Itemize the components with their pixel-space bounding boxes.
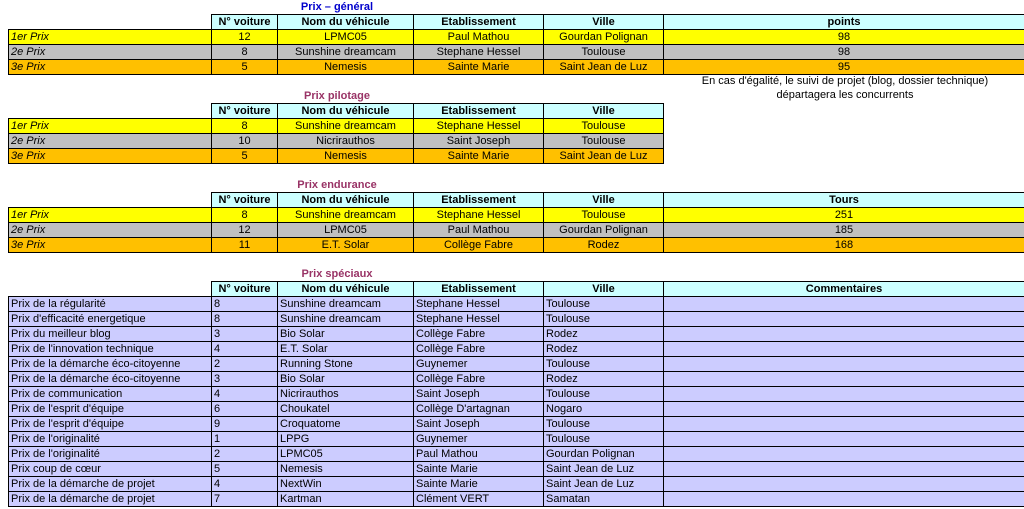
table-cell: Gourdan Polignan	[544, 30, 664, 45]
table-cell: Sunshine dreamcam	[278, 297, 414, 312]
column-header: Etablissement	[414, 282, 544, 297]
row-label-cell: Prix d'efficacité energetique	[9, 312, 212, 327]
column-header: N° voiture	[212, 193, 278, 208]
table-cell: Rodez	[544, 327, 664, 342]
table-cell: 10	[212, 134, 278, 149]
row-label-cell: Prix de la démarche éco-citoyenne	[9, 357, 212, 372]
table-cell: Gourdan Polignan	[544, 447, 664, 462]
row-label-cell: Prix de l'originalité	[9, 447, 212, 462]
table-cell: Sainte Marie	[414, 462, 544, 477]
table-cell	[664, 402, 1024, 417]
table-cell	[664, 447, 1024, 462]
table-cell: Samatan	[544, 492, 664, 507]
column-header: N° voiture	[212, 15, 278, 30]
endurance-table	[8, 192, 1024, 253]
table-cell: 4	[212, 387, 278, 402]
row-label-cell: Prix de la démarche de projet	[9, 492, 212, 507]
table-row	[9, 30, 1024, 45]
column-header: Ville	[544, 282, 664, 297]
table-cell: Paul Mathou	[414, 30, 544, 45]
endurance-title: Prix endurance	[297, 179, 377, 191]
table-cell: Saint Jean de Luz	[544, 60, 664, 75]
table-cell: 4	[212, 477, 278, 492]
table-cell: Stephane Hessel	[414, 45, 544, 60]
table-cell: 8	[212, 297, 278, 312]
table-cell: Sainte Marie	[414, 60, 544, 75]
table-row	[9, 402, 1024, 417]
table-cell: Bio Solar	[278, 372, 414, 387]
table-cell: 8	[212, 119, 278, 134]
table-cell: Collège Fabre	[414, 238, 544, 253]
column-header: Nom du véhicule	[278, 282, 414, 297]
table-cell: 185	[664, 223, 1024, 238]
table-cell: 251	[664, 208, 1024, 223]
column-header: Ville	[544, 193, 664, 208]
table-cell: 12	[212, 30, 278, 45]
table-cell: LPMC05	[278, 30, 414, 45]
header-row	[9, 104, 664, 119]
row-label-cell: 3e Prix	[9, 149, 212, 164]
note-line-1: En cas d'égalité, le suivi de projet (blog, dossier technique)	[701, 75, 989, 87]
table-row	[9, 372, 1024, 387]
table-cell: Kartman	[278, 492, 414, 507]
table-cell: 2	[212, 447, 278, 462]
table-cell: Saint Jean de Luz	[544, 477, 664, 492]
tie-break-note	[686, 74, 1004, 102]
row-label-cell: 3e Prix	[9, 238, 212, 253]
table-cell	[664, 492, 1024, 507]
table-cell: 12	[212, 223, 278, 238]
table-cell: Collège D'artagnan	[414, 402, 544, 417]
pilotage-title: Prix pilotage	[303, 90, 371, 102]
general-title: Prix – général	[300, 1, 374, 13]
table-cell: 7	[212, 492, 278, 507]
table-row	[9, 119, 664, 134]
table-cell: Saint Joseph	[414, 387, 544, 402]
row-label-cell: 1er Prix	[9, 208, 212, 223]
header-blank-cell	[9, 282, 212, 297]
table-cell: 168	[664, 238, 1024, 253]
table-row	[9, 45, 1024, 60]
column-header: Etablissement	[414, 193, 544, 208]
header-row	[9, 282, 1024, 297]
column-header: N° voiture	[212, 282, 278, 297]
table-cell	[664, 432, 1024, 447]
table-cell: LPPG	[278, 432, 414, 447]
row-label-cell: 1er Prix	[9, 119, 212, 134]
table-cell: Rodez	[544, 342, 664, 357]
table-cell	[664, 477, 1024, 492]
row-label-cell: Prix de l'innovation technique	[9, 342, 212, 357]
speciaux-title: Prix spéciaux	[301, 268, 373, 280]
table-cell: Stephane Hessel	[414, 312, 544, 327]
table-cell: Running Stone	[278, 357, 414, 372]
table-cell	[664, 357, 1024, 372]
row-label-cell: 2e Prix	[9, 223, 212, 238]
table-cell: 8	[212, 208, 278, 223]
note-line-2: départagera les concurrents	[776, 89, 914, 101]
table-row	[9, 477, 1024, 492]
table-row	[9, 417, 1024, 432]
table-row	[9, 357, 1024, 372]
column-header: Etablissement	[414, 104, 544, 119]
table-cell: Sunshine dreamcam	[278, 208, 414, 223]
table-row	[9, 447, 1024, 462]
table-cell: E.T. Solar	[278, 342, 414, 357]
general-table	[8, 14, 1024, 75]
table-cell: Bio Solar	[278, 327, 414, 342]
column-header: Nom du véhicule	[278, 193, 414, 208]
table-cell: Choukatel	[278, 402, 414, 417]
table-cell: Guynemer	[414, 357, 544, 372]
table-cell: Saint Jean de Luz	[544, 149, 664, 164]
speciaux-table	[8, 281, 1024, 507]
table-cell: Toulouse	[544, 119, 664, 134]
header-blank-cell	[9, 15, 212, 30]
table-cell: Toulouse	[544, 297, 664, 312]
table-cell: Guynemer	[414, 432, 544, 447]
table-cell: 98	[664, 45, 1024, 60]
table-cell: Rodez	[544, 238, 664, 253]
pilotage-table	[8, 103, 664, 164]
column-header: points	[664, 15, 1024, 30]
table-row	[9, 342, 1024, 357]
column-header: N° voiture	[212, 104, 278, 119]
table-cell: Paul Mathou	[414, 223, 544, 238]
table-row	[9, 297, 1024, 312]
table-cell	[664, 342, 1024, 357]
column-header: Commentaires	[664, 282, 1024, 297]
table-row	[9, 134, 664, 149]
table-cell: Saint Joseph	[414, 417, 544, 432]
table-cell: 3	[212, 327, 278, 342]
column-header: Nom du véhicule	[278, 104, 414, 119]
table-cell: 5	[212, 462, 278, 477]
table-row	[9, 149, 664, 164]
table-cell: Toulouse	[544, 417, 664, 432]
table-cell	[664, 297, 1024, 312]
table-cell: Toulouse	[544, 45, 664, 60]
table-cell: Toulouse	[544, 208, 664, 223]
table-row	[9, 238, 1024, 253]
table-cell: 5	[212, 60, 278, 75]
table-row	[9, 60, 1024, 75]
table-cell: 9	[212, 417, 278, 432]
table-row	[9, 223, 1024, 238]
table-cell: Nogaro	[544, 402, 664, 417]
table-row	[9, 327, 1024, 342]
table-cell	[664, 387, 1024, 402]
table-cell: LPMC05	[278, 223, 414, 238]
row-label-cell: 2e Prix	[9, 134, 212, 149]
table-cell: 95	[664, 60, 1024, 75]
table-cell: 8	[212, 312, 278, 327]
header-blank-cell	[9, 193, 212, 208]
table-cell: NextWin	[278, 477, 414, 492]
row-label-cell: Prix de l'esprit d'équipe	[9, 402, 212, 417]
table-cell: LPMC05	[278, 447, 414, 462]
row-label-cell: Prix de l'originalité	[9, 432, 212, 447]
table-cell: Sainte Marie	[414, 149, 544, 164]
table-cell: Toulouse	[544, 357, 664, 372]
table-cell: E.T. Solar	[278, 238, 414, 253]
header-row	[9, 193, 1024, 208]
table-row	[9, 208, 1024, 223]
table-cell: Gourdan Polignan	[544, 223, 664, 238]
table-cell: 6	[212, 402, 278, 417]
row-label-cell: Prix de l'esprit d'équipe	[9, 417, 212, 432]
table-cell: Collège Fabre	[414, 342, 544, 357]
table-cell: 98	[664, 30, 1024, 45]
table-row	[9, 387, 1024, 402]
table-row	[9, 462, 1024, 477]
table-cell: Stephane Hessel	[414, 208, 544, 223]
table-cell: Saint Jean de Luz	[544, 462, 664, 477]
table-cell: Stephane Hessel	[414, 119, 544, 134]
table-cell: Sunshine dreamcam	[278, 119, 414, 134]
table-cell: 3	[212, 372, 278, 387]
column-header: Etablissement	[414, 15, 544, 30]
table-cell: Sainte Marie	[414, 477, 544, 492]
header-blank-cell	[9, 104, 212, 119]
table-cell: Nemesis	[278, 462, 414, 477]
column-header: Tours	[664, 193, 1024, 208]
table-cell: 4	[212, 342, 278, 357]
table-cell: 5	[212, 149, 278, 164]
table-cell: Collège Fabre	[414, 372, 544, 387]
row-label-cell: Prix du meilleur blog	[9, 327, 212, 342]
table-cell: 11	[212, 238, 278, 253]
row-label-cell: 3e Prix	[9, 60, 212, 75]
row-label-cell: Prix de la démarche éco-citoyenne	[9, 372, 212, 387]
table-cell: Clément VERT	[414, 492, 544, 507]
row-label-cell: Prix de communication	[9, 387, 212, 402]
row-label-cell: Prix de la démarche de projet	[9, 477, 212, 492]
table-cell: 2	[212, 357, 278, 372]
row-label-cell: 2e Prix	[9, 45, 212, 60]
table-cell	[664, 372, 1024, 387]
table-row	[9, 492, 1024, 507]
table-cell	[664, 462, 1024, 477]
table-cell: Saint Joseph	[414, 134, 544, 149]
table-cell: Paul Mathou	[414, 447, 544, 462]
table-cell	[664, 312, 1024, 327]
table-cell: Croquatome	[278, 417, 414, 432]
table-cell: Nemesis	[278, 149, 414, 164]
table-row	[9, 432, 1024, 447]
column-header: Nom du véhicule	[278, 15, 414, 30]
header-row	[9, 15, 1024, 30]
table-cell	[664, 417, 1024, 432]
table-cell: Sunshine dreamcam	[278, 45, 414, 60]
row-label-cell: 1er Prix	[9, 30, 212, 45]
table-cell: Nemesis	[278, 60, 414, 75]
table-cell: Nicrirauthos	[278, 134, 414, 149]
table-row	[9, 312, 1024, 327]
table-cell: Stephane Hessel	[414, 297, 544, 312]
table-cell	[664, 327, 1024, 342]
table-cell: Nicrirauthos	[278, 387, 414, 402]
table-cell: 1	[212, 432, 278, 447]
table-cell: Toulouse	[544, 312, 664, 327]
row-label-cell: Prix coup de cœur	[9, 462, 212, 477]
column-header: Ville	[544, 15, 664, 30]
table-cell: Collège Fabre	[414, 327, 544, 342]
row-label-cell: Prix de la régularité	[9, 297, 212, 312]
table-cell: Sunshine dreamcam	[278, 312, 414, 327]
table-cell: 8	[212, 45, 278, 60]
column-header: Ville	[544, 104, 664, 119]
table-cell: Toulouse	[544, 432, 664, 447]
table-cell: Rodez	[544, 372, 664, 387]
table-cell: Toulouse	[544, 387, 664, 402]
table-cell: Toulouse	[544, 134, 664, 149]
